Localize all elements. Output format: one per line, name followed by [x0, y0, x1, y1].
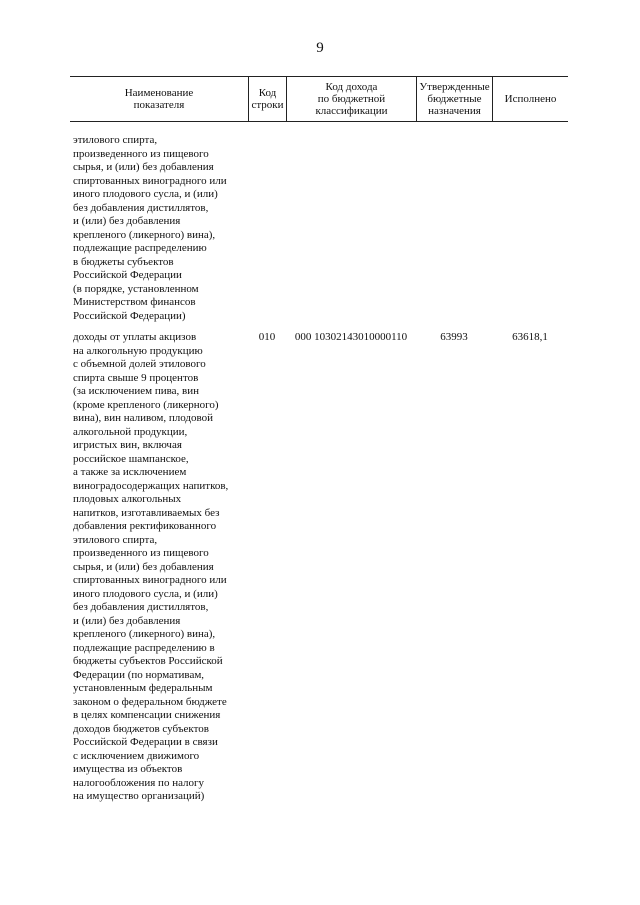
row-approved: 63993 — [440, 331, 468, 343]
header-line-code: Код строки — [248, 77, 286, 121]
page-number: 9 — [316, 40, 324, 56]
income-table — [70, 76, 568, 804]
table-row — [70, 134, 568, 323]
header-executed: Исполнено — [492, 77, 568, 121]
table-header — [70, 76, 568, 122]
row-line-code: 010 — [258, 331, 276, 343]
header-name: Наименование показателя — [124, 87, 194, 111]
header-income-code: Код дохода по бюджетной классификации — [286, 77, 416, 121]
row-name: этилового спирта, произведенного из пищевого сырья, и (или) без добавления спиртованных виноградного или иного плодового сусла, и (или) без добавления дистиллятов, и (или) без добавления крепленого (ликерного) вина), подлежащие распределению в бюджеты субъектов Российской Федерации (в порядке, установленном Министерством финансов Российской Федерации) — [73, 134, 227, 322]
row-name: доходы от уплаты акцизов на алкогольную продукцию с объемной долей этилового спирта свыше 9 процентов (за исключением пива, вин (кроме крепленого (ликерного) вина), вин наливом, плодовой алкогольной продукции, игристых вин, включая российское шампанское, а также за исключением виноградосодержащих напитков, плодовых алкогольных напитков, изготавливаемых без добавления ректификованного этилового спирта, произведенного из пищевого сырья, и (или) без добавления спиртованных виноградного или иного плодового сусла, и (или) без добавления дистиллятов, и (или) без добавления крепленого (ликерного) вина), подлежащие распределению в бюджеты субъектов Российской Федерации (по нормативам, установленным федеральным законом о федеральном бюджете в целях компенсации снижения доходов бюджетов субъектов Российской Федерации в связи с исключением движимого имущества из объектов налогообложения по налогу на имущество организаций) — [73, 331, 229, 802]
row-executed: 63618,1 — [512, 331, 548, 343]
table-row — [70, 331, 568, 804]
header-approved: Утвержденные бюджетные назначения — [416, 77, 492, 121]
row-income-code: 000 10302143010000110 — [294, 331, 408, 343]
